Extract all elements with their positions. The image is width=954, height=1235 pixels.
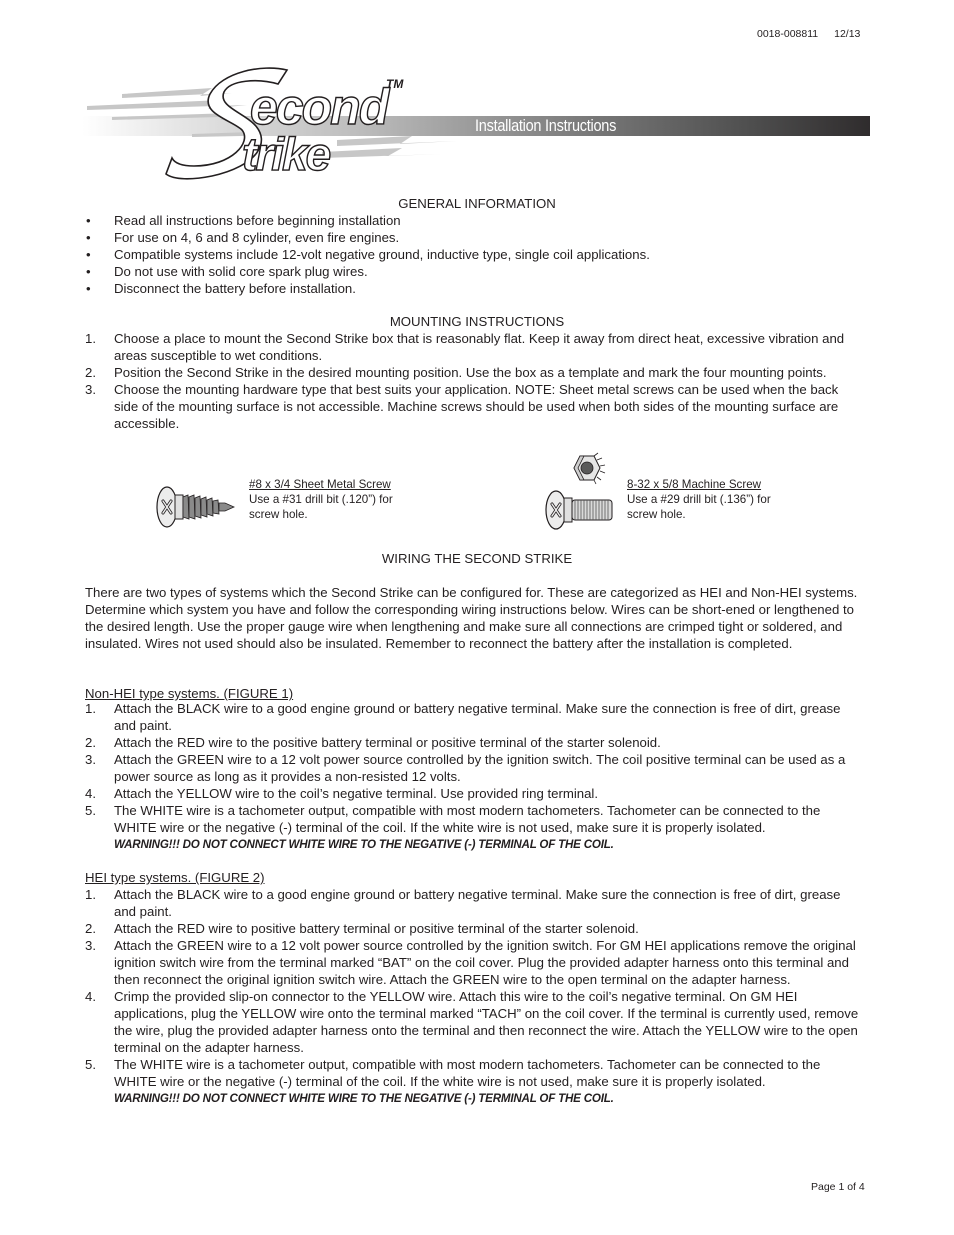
warning-text: WARNING!!! DO NOT CONNECT WHITE WIRE TO THE NEGATIVE (-) TERMINAL OF THE COIL. [114, 838, 614, 851]
step-text: Attach the YELLOW wire to the coil’s negative terminal. Use provided ring terminal. [114, 786, 599, 801]
non-hei-heading: Non-HEI type systems. (FIGURE 1) [85, 686, 294, 701]
step-text: Attach the GREEN wire to a 12 volt power source controlled by the ignition switch. The coil positive terminal can be used as a power source as long as it provides a non-resisted 12 volts. [114, 752, 846, 784]
list-item-text: Compatible systems include 12-volt negative ground, inductive type, single coil applications. [114, 247, 650, 262]
step-text: Choose a place to mount the Second Strike box that is reasonably flat. Keep it away from direct heat, excessive vibration and areas susceptible to wet conditions. [114, 331, 845, 363]
step-item [85, 734, 863, 751]
hardware-note: Use a #31 drill bit (.120”) for [249, 493, 393, 506]
mounting-instructions-heading: MOUNTING INSTRUCTIONS [389, 314, 565, 329]
step-text: Choose the mounting hardware type that best suits your application. NOTE: Sheet metal screws can be used when the back side of the mounting surface is not accessible. Machine screws should be used when both sides of the mounting surface are accessible. [114, 382, 839, 431]
trademark: TM [386, 77, 404, 91]
bullet-icon: • [86, 281, 91, 296]
step-item [85, 920, 863, 937]
header [82, 62, 870, 187]
step-text: Attach the BLACK wire to a good engine ground or battery negative terminal. Make sure the connection is free of dirt, grease and paint. [114, 887, 841, 919]
step-text: The WHITE wire is a tachometer output, compatible with most modern tachometers. Tachometer can be connected to the WHITE wire or the negative (-) terminal of the coil. If the white wire is not used, make sure it is properly isolated. [114, 803, 821, 835]
step-number: 4. [85, 989, 96, 1004]
non-hei-steps [85, 700, 863, 853]
step-text: Position the Second Strike in the desired mounting position. Use the box as a template and mark the four mounting points. [114, 365, 827, 380]
bullet-icon: • [86, 247, 91, 262]
step-item [85, 937, 863, 988]
general-information-list [85, 212, 875, 297]
list-item-text: Do not use with solid core spark plug wires. [114, 264, 368, 279]
step-text: The WHITE wire is a tachometer output, compatible with most modern tachometers. Tachometer can be connected to the WHITE wire or the negative (-) terminal of the coil. If the white wire is not used, make sure it is properly isolated. [114, 1057, 821, 1089]
bullet-icon: • [86, 213, 91, 228]
step-text: Attach the RED wire to positive battery terminal or positive terminal of the starter solenoid. [114, 921, 639, 936]
hardware-title: 8-32 x 5/8 Machine Screw [627, 478, 762, 491]
step-number: 5. [85, 1057, 96, 1072]
step-item [85, 364, 863, 381]
hei-heading: HEI type systems. (FIGURE 2) [85, 870, 265, 885]
step-item [85, 886, 863, 920]
machine-screw-and-nut-icon [544, 452, 616, 530]
hardware-note: Use a #29 drill bit (.136”) for [627, 493, 771, 506]
step-number: 3. [85, 752, 96, 767]
bullet-icon: • [86, 264, 91, 279]
bullet-icon: • [86, 230, 91, 245]
wiring-heading: WIRING THE SECOND STRIKE [381, 551, 573, 566]
step-text: Attach the GREEN wire to a 12 volt power source controlled by the ignition switch. For GM HEI applications remove the original ignition switch wire from the terminal marked “BAT” on the coil cover. Plug the provided adapter harness onto this terminal and then reconnect the original ignition switch wire. Attach the GREEN wire to the open terminal on the adapter harness. [114, 938, 856, 987]
second-strike-logo-icon [82, 62, 472, 187]
warning-text: WARNING!!! DO NOT CONNECT WHITE WIRE TO THE NEGATIVE (-) TERMINAL OF THE COIL. [114, 1092, 614, 1105]
list-item-text: Disconnect the battery before installation. [114, 281, 356, 296]
step-number: 1. [85, 331, 96, 346]
step-number: 1. [85, 887, 96, 902]
wiring-intro: There are two types of systems which the Second Strike can be configured for. These are categorized as HEI and Non-HEI systems. Determine which system you have and follow the corresponding wiring instructions below. Wires can be short-ened or lengthened to the desired length. Use the proper gauge wire when lengthening and make sure all connections are crimped tight or soldered, and insulated. Wires not used should also be insulated. Remember to reconnect the battery after the installation is completed. [85, 585, 858, 651]
step-number: 3. [85, 938, 96, 953]
document-number [757, 26, 860, 43]
page-number: Page 1 of 4 [811, 1181, 865, 1193]
sheet-metal-screw-icon [155, 484, 237, 530]
hardware-note: screw hole. [627, 508, 686, 521]
step-item [85, 988, 863, 1056]
step-number: 5. [85, 803, 96, 818]
list-item [85, 280, 875, 297]
step-number: 1. [85, 701, 96, 716]
step-item [85, 751, 863, 785]
list-item [85, 263, 875, 280]
step-item [85, 785, 863, 802]
step-number: 2. [85, 921, 96, 936]
step-text: Crimp the provided slip-on connector to the YELLOW wire. Attach this wire to the coil’s negative terminal. On GM HEI applications, plug the YELLOW wire onto the terminal marked “TACH” on the coil cover. If the terminal is currently used, remove the wire, plug the provided adapter harness onto the terminal and then reconnect the wire. Attach the YELLOW wire to the open terminal on the adapter harness. [114, 989, 859, 1055]
mounting-steps [85, 330, 863, 432]
step-item [85, 330, 863, 364]
step-item [85, 381, 863, 432]
step-number: 2. [85, 365, 96, 380]
step-text: Attach the RED wire to the positive battery terminal or positive terminal of the starter solenoid. [114, 735, 661, 750]
hardware-title: #8 x 3/4 Sheet Metal Screw [249, 478, 391, 491]
step-number: 2. [85, 735, 96, 750]
hei-steps [85, 886, 863, 1107]
list-item-text: Read all instructions before beginning installation [114, 213, 401, 228]
list-item [85, 246, 875, 263]
machine-screw-caption [627, 477, 771, 522]
list-item [85, 212, 875, 229]
general-information-heading: GENERAL INFORMATION [398, 196, 556, 211]
step-text: Attach the BLACK wire to a good engine ground or battery negative terminal. Make sure the connection is free of dirt, grease and paint. [114, 701, 841, 733]
step-number: 4. [85, 786, 96, 801]
step-number: 3. [85, 382, 96, 397]
logo-text-strike: trike [242, 128, 330, 180]
list-item [85, 229, 875, 246]
step-item [85, 1056, 863, 1107]
page-title: Installation Instructions [475, 117, 617, 135]
hardware-note: screw hole. [249, 508, 308, 521]
list-item-text: For use on 4, 6 and 8 cylinder, even fire engines. [114, 230, 400, 245]
logo-text-second: econd [250, 79, 388, 135]
step-item [85, 802, 863, 853]
doc-date: 12/13 [834, 28, 861, 40]
sheet-metal-screw-caption [249, 477, 393, 522]
doc-number: 0018-008811 [757, 28, 819, 40]
step-item [85, 700, 863, 734]
